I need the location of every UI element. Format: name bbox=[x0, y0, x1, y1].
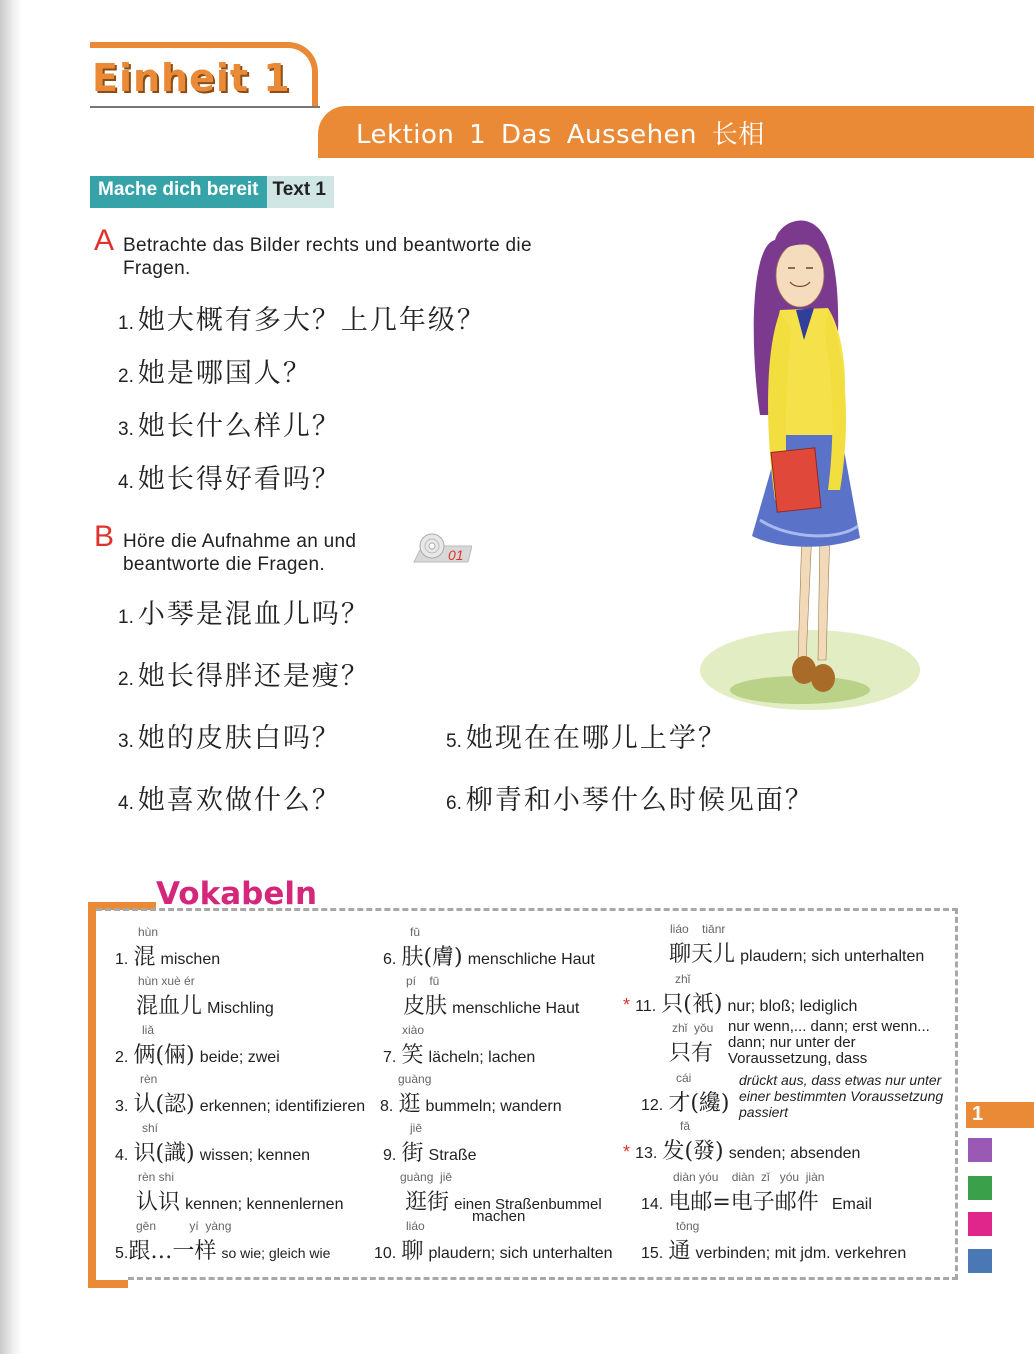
ready-bar bbox=[90, 176, 334, 208]
question-text: 她长得胖还是瘦？ bbox=[137, 661, 370, 692]
vocab-hanzi: 笑 bbox=[401, 1043, 424, 1068]
pinyin: gēn yí yàng bbox=[136, 1219, 232, 1233]
vocab-entry bbox=[115, 1136, 310, 1167]
vocab-number: 5. bbox=[115, 1245, 129, 1262]
vocab-meaning: plaudern; sich unterhalten bbox=[428, 1245, 613, 1262]
vocab-hanzi: 街 bbox=[401, 1141, 424, 1166]
question-number: 3. bbox=[118, 419, 134, 440]
girl-illustration bbox=[680, 200, 920, 710]
vocab-number: 14. bbox=[641, 1196, 664, 1213]
pinyin: rèn bbox=[140, 1072, 158, 1086]
pinyin: cái bbox=[676, 1071, 692, 1085]
vocab-dashed-bottom bbox=[128, 1277, 958, 1280]
vocab-entry bbox=[136, 989, 274, 1020]
vocab-star: * bbox=[623, 1142, 631, 1162]
vocab-hanzi: 跟…一样 bbox=[128, 1239, 217, 1264]
vocab-title: Vokabeln bbox=[156, 876, 318, 912]
vocab-hanzi: 混 bbox=[133, 945, 156, 970]
question-b1 bbox=[118, 592, 370, 631]
pinyin: xiào bbox=[402, 1023, 425, 1037]
vocab-entry bbox=[115, 1087, 365, 1118]
question-number: 2. bbox=[118, 366, 134, 387]
vocab-meaning-cont: einer bestimmten Voraussetzung bbox=[739, 1088, 944, 1104]
vocab-hanzi: 皮肤 bbox=[403, 994, 448, 1019]
question-text: 她是哪国人？ bbox=[137, 358, 312, 389]
pinyin: hùn xuè ér bbox=[138, 974, 195, 988]
vocab-number: 2. bbox=[115, 1049, 129, 1066]
vocab-meaning: wissen; kennen bbox=[199, 1147, 310, 1164]
question-a2 bbox=[118, 351, 312, 390]
vocab-entry bbox=[641, 1185, 872, 1216]
pinyin: diàn yóu diàn zǐ yóu jiàn bbox=[673, 1170, 825, 1184]
vocab-meaning: verbinden; mit jdm. verkehren bbox=[695, 1245, 907, 1262]
vocab-entry bbox=[403, 989, 579, 1020]
vocab-entry bbox=[380, 1087, 562, 1118]
pinyin: guàng bbox=[398, 1072, 432, 1086]
vocab-meaning: senden; absenden bbox=[728, 1145, 861, 1162]
vocab-hanzi: 肤(膚) bbox=[401, 945, 463, 970]
vocab-meaning: nur; bloß; lediglich bbox=[727, 998, 858, 1015]
vocab-meaning-cont: Voraussetzung, dass bbox=[728, 1050, 868, 1067]
vocab-hanzi: 逛 bbox=[398, 1092, 421, 1117]
pinyin: pí fū bbox=[406, 974, 440, 988]
pinyin: shí bbox=[142, 1121, 159, 1135]
vocab-meaning: so wie; gleich wie bbox=[221, 1245, 331, 1261]
question-text: 她长得好看吗？ bbox=[137, 464, 341, 495]
vocab-number: 6. bbox=[383, 951, 397, 968]
vocab-meaning: menschliche Haut bbox=[467, 951, 595, 968]
vocab-meaning: einen Straßenbummel bbox=[454, 1196, 602, 1213]
vocab-meaning: plaudern; sich unterhalten bbox=[740, 948, 925, 965]
vocab-entry bbox=[641, 1086, 730, 1117]
vocab-entry bbox=[115, 1234, 330, 1265]
pinyin: fā bbox=[680, 1119, 691, 1133]
question-text: 她大概有多大？上几年级？ bbox=[137, 305, 486, 336]
vocab-meaning-cont: passiert bbox=[739, 1104, 789, 1120]
question-b2 bbox=[118, 654, 370, 693]
vocab-hanzi: 认(認) bbox=[133, 1092, 195, 1117]
pinyin: liáo bbox=[406, 1219, 425, 1233]
page-spine-shadow bbox=[0, 0, 22, 1354]
vocab-number: 15. bbox=[641, 1245, 664, 1262]
pinyin: liáo tiānr bbox=[670, 922, 726, 936]
text-label: Text 1 bbox=[267, 176, 335, 208]
pinyin: liǎ bbox=[142, 1023, 155, 1037]
vocab-meaning: Mischling bbox=[207, 1000, 274, 1017]
question-text: 她的皮肤白吗？ bbox=[137, 723, 341, 754]
question-b5 bbox=[446, 716, 727, 755]
vocab-hanzi: 混血儿 bbox=[136, 994, 203, 1019]
question-number: 2. bbox=[118, 669, 134, 690]
ready-label: Mache dich bereit bbox=[90, 176, 267, 208]
vocab-number: 7. bbox=[383, 1049, 397, 1066]
vocab-meaning: Straße bbox=[428, 1147, 477, 1164]
question-b3 bbox=[118, 716, 341, 755]
vocab-number: 13. bbox=[635, 1145, 658, 1162]
vocab-hanzi: 发(發) bbox=[662, 1139, 724, 1164]
vocab-hanzi: 逛街 bbox=[405, 1190, 450, 1215]
unit-tab-pink[interactable] bbox=[968, 1212, 992, 1236]
vocab-entry bbox=[383, 940, 595, 971]
section-b-instruction-2: beantworte die Fragen. bbox=[123, 554, 325, 575]
vocab-number: 11. bbox=[635, 998, 657, 1015]
vocab-frame-left bbox=[88, 902, 96, 1288]
pinyin: fū bbox=[410, 925, 421, 939]
audio-cd-icon[interactable] bbox=[408, 532, 472, 566]
vocab-hanzi: 识(識) bbox=[133, 1141, 195, 1166]
question-b6 bbox=[446, 778, 814, 817]
vocab-hanzi: 只(衹) bbox=[661, 992, 723, 1017]
vocab-meaning: bummeln; wandern bbox=[425, 1098, 562, 1115]
question-number: 4. bbox=[118, 793, 134, 814]
vocab-meaning: lächeln; lachen bbox=[428, 1049, 536, 1066]
cd-track-number: 01 bbox=[448, 547, 464, 563]
vocab-entry bbox=[383, 1136, 477, 1167]
question-text: 她现在在哪儿上学？ bbox=[465, 723, 727, 754]
question-number: 4. bbox=[118, 472, 134, 493]
vocab-frame-bottom-corner bbox=[88, 1280, 128, 1288]
vocab-meaning: Email bbox=[831, 1196, 872, 1213]
question-number: 1. bbox=[118, 607, 134, 628]
pinyin: guàng jiē bbox=[400, 1170, 453, 1184]
question-number: 5. bbox=[446, 731, 462, 752]
vocab-number: 12. bbox=[641, 1097, 664, 1114]
section-a-instruction: Betrachte das Bilder rechts und beantworte die Fragen. bbox=[123, 235, 532, 279]
vocab-number: 3. bbox=[115, 1098, 129, 1115]
vocab-hanzi: 认识 bbox=[136, 1190, 181, 1215]
vocab-entry bbox=[383, 1038, 535, 1069]
vocab-hanzi: 才(纔) bbox=[668, 1091, 730, 1116]
pinyin: zhǐ bbox=[675, 972, 691, 986]
unit-title: Einheit 1 bbox=[92, 56, 291, 100]
vocab-number: 4. bbox=[115, 1147, 129, 1164]
question-text: 柳青和小琴什么时候见面？ bbox=[465, 785, 814, 816]
question-number: 6. bbox=[446, 793, 462, 814]
question-a3 bbox=[118, 404, 341, 443]
vocab-entry bbox=[374, 1234, 613, 1265]
vocab-meaning: nur wenn,... dann; erst wenn... bbox=[728, 1018, 930, 1035]
vocab-hanzi: 只有 bbox=[669, 1041, 714, 1066]
vocab-meaning: kennen; kennenlernen bbox=[185, 1196, 344, 1213]
question-a4 bbox=[118, 457, 341, 496]
pinyin: tōng bbox=[676, 1219, 700, 1233]
question-text: 她喜欢做什么？ bbox=[137, 785, 341, 816]
vocab-meaning-cont: dann; nur unter der bbox=[728, 1034, 856, 1051]
pinyin: rèn shi bbox=[138, 1170, 175, 1184]
question-b4 bbox=[118, 778, 341, 817]
pinyin: jiē bbox=[410, 1121, 423, 1135]
question-text: 她长什么样儿？ bbox=[137, 411, 341, 442]
vocab-meaning: beide; zwei bbox=[199, 1049, 280, 1066]
pinyin: zhǐ yǒu bbox=[672, 1021, 714, 1035]
vocab-entry bbox=[136, 1185, 343, 1216]
section-b-instruction-1: Höre die Aufnahme an und bbox=[123, 531, 357, 552]
vocab-number: 1. bbox=[115, 951, 129, 968]
page-number: 1 bbox=[972, 1103, 984, 1125]
vocab-meaning: drückt aus, dass etwas nur unter bbox=[739, 1072, 942, 1088]
unit-tab-blue[interactable] bbox=[968, 1249, 992, 1273]
question-a1 bbox=[118, 298, 486, 337]
vocab-meaning-cont: machen bbox=[472, 1208, 526, 1225]
lesson-title: Lektion 1 Das Aussehen 长相 bbox=[356, 120, 765, 150]
vocab-meaning: mischen bbox=[160, 951, 221, 968]
vocab-hanzi: 聊天儿 bbox=[669, 942, 736, 967]
vocab-hanzi: 聊 bbox=[401, 1239, 424, 1264]
vocab-entry bbox=[669, 937, 924, 968]
question-number: 3. bbox=[118, 731, 134, 752]
vocab-entry bbox=[641, 1234, 906, 1265]
section-a-letter: A bbox=[94, 224, 115, 257]
vocab-entry bbox=[115, 1038, 280, 1069]
unit-underline bbox=[90, 106, 320, 108]
vocab-entry bbox=[623, 987, 857, 1018]
vocab-hanzi: 电邮=电子邮件 bbox=[668, 1190, 819, 1215]
unit-tab-green[interactable] bbox=[968, 1176, 992, 1200]
vocab-star: * bbox=[623, 995, 631, 1015]
vocab-hanzi: 俩(倆) bbox=[133, 1043, 195, 1068]
vocab-number: 10. bbox=[374, 1245, 397, 1262]
question-number: 1. bbox=[118, 313, 134, 334]
vocab-entry bbox=[623, 1134, 860, 1165]
vocab-hanzi: 通 bbox=[668, 1239, 691, 1264]
vocab-number: 9. bbox=[383, 1147, 397, 1164]
section-b-letter: B bbox=[94, 520, 115, 553]
vocab-meaning: erkennen; identifizieren bbox=[199, 1098, 366, 1115]
question-text: 小琴是混血儿吗？ bbox=[137, 599, 370, 630]
vocab-number: 8. bbox=[380, 1098, 394, 1115]
unit-tab-purple[interactable] bbox=[968, 1138, 992, 1162]
vocab-meaning: menschliche Haut bbox=[452, 1000, 580, 1017]
vocab-entry bbox=[115, 940, 220, 971]
pinyin: hùn bbox=[138, 925, 159, 939]
